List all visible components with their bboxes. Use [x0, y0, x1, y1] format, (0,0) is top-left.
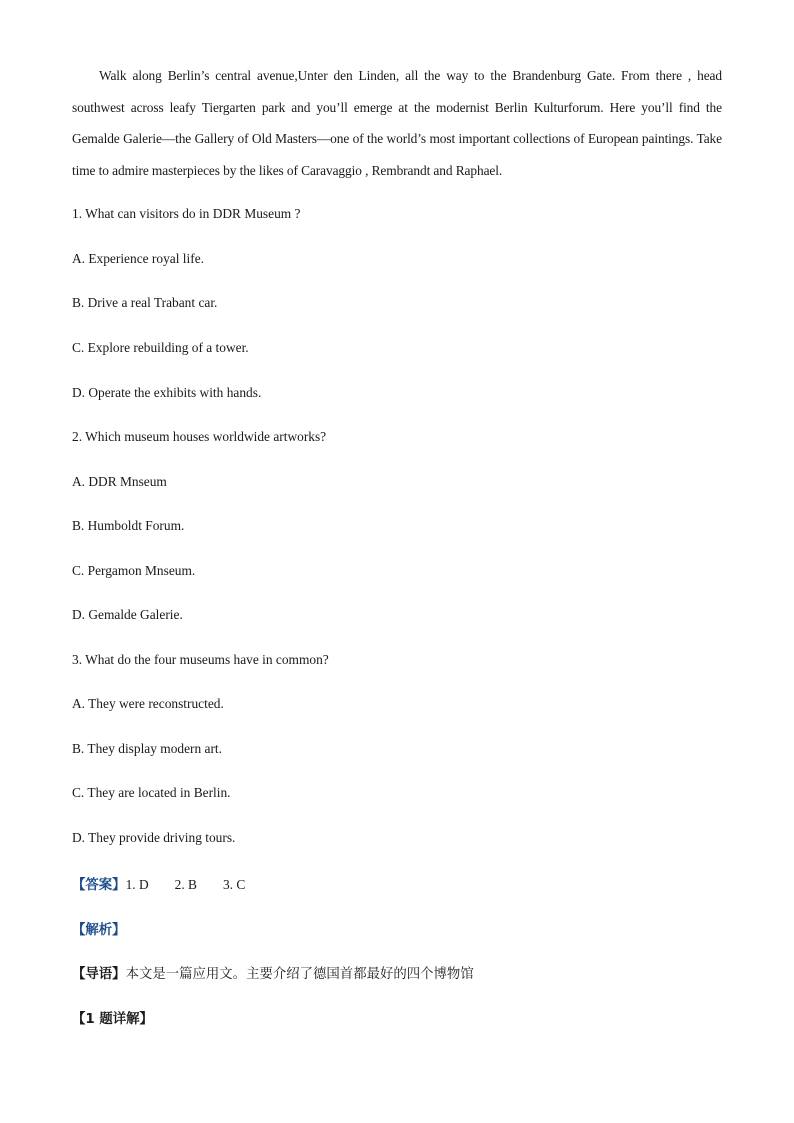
question-1-stem: 1. What can visitors do in DDR Museum ?: [72, 206, 301, 221]
question-2-stem: 2. Which museum houses worldwide artworks?: [72, 429, 327, 444]
answer-item-3: 3. C: [222, 877, 246, 892]
question-2-option-a: A. DDR Mnseum: [72, 474, 167, 489]
question-3-stem: 3. What do the four museums have in common?: [72, 652, 329, 667]
analysis-heading: [72, 919, 126, 938]
intro-line: [72, 963, 474, 982]
answer-label: 【答案】: [72, 878, 126, 893]
question-2-option-c: C. Pergamon Mnseum.: [72, 563, 196, 578]
question-3-option-b: B. They display modern art.: [72, 741, 222, 756]
question-3-option-c: C. They are located in Berlin.: [72, 785, 231, 800]
question-2-option-d: D. Gemalde Galerie.: [72, 607, 183, 622]
question-1-option-a: A. Experience royal life.: [72, 251, 204, 266]
answer-item-2: 2. B: [174, 877, 197, 892]
question-1-option-c: C. Explore rebuilding of a tower.: [72, 340, 249, 355]
passage-paragraph: Walk along Berlin’s central avenue,Unter den Linden, all the way to the Brandenburg Gate. From there , head southwest across leafy Tiergarten park and you’ll emerge at the modernist Berlin Kulturforum. Here you’ll find the Gemalde Galerie—the Gallery of Old Masters—one of the world’s most important collections of European paintings. Take time to admire masterpieces by the likes of Caravaggio , Rembrandt and Raphael.: [72, 68, 722, 178]
intro-label: 【导语】: [72, 967, 126, 982]
answer-item-1: 1. D: [125, 877, 149, 892]
question-1-option-b: B. Drive a real Trabant car.: [72, 295, 218, 310]
intro-text: 本文是一篇应用文。主要介绍了德国首都最好的四个博物馆: [125, 967, 474, 982]
question-2-option-b: B. Humboldt Forum.: [72, 518, 185, 533]
detail-label: 【1 题详解】: [72, 1012, 153, 1027]
answer-line: [72, 874, 271, 893]
detail-heading: [72, 1008, 153, 1027]
question-3-option-d: D. They provide driving tours.: [72, 830, 236, 845]
question-3-option-a: A. They were reconstructed.: [72, 696, 224, 711]
analysis-label: 【解析】: [72, 923, 126, 938]
question-1-option-d: D. Operate the exhibits with hands.: [72, 385, 262, 400]
